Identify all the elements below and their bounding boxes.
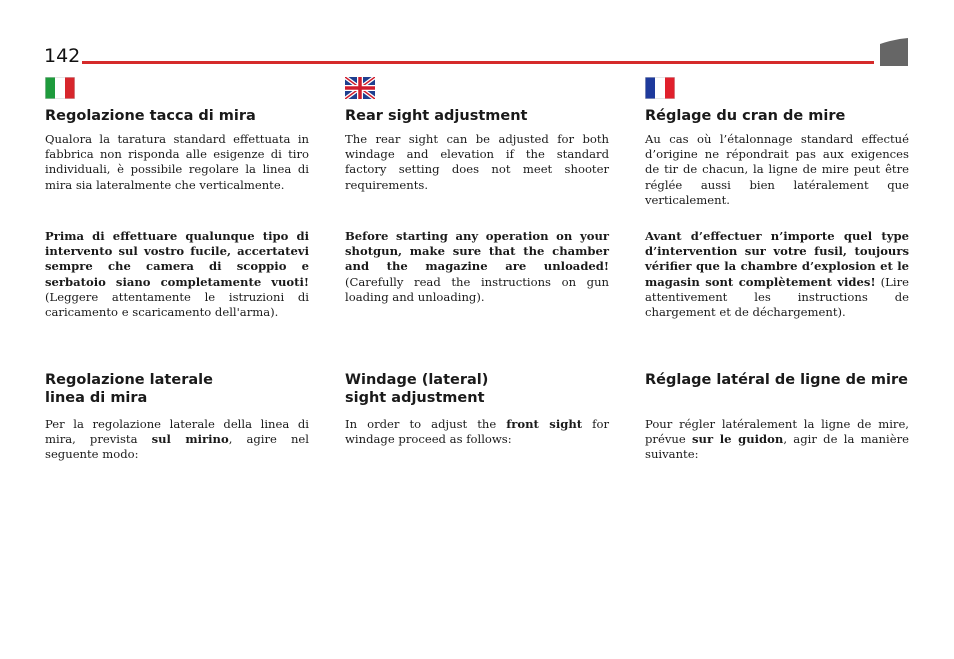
warning-rest-it: (Leggere attentamente le istruzioni di caricamento e scaricamento dell'arma). bbox=[45, 289, 309, 320]
windage-paragraph-it bbox=[45, 417, 309, 463]
heading-rear-sight-en: Rear sight adjustment bbox=[345, 108, 528, 124]
windage-bold-it: sul mirino bbox=[151, 432, 229, 447]
heading-windage-it bbox=[45, 371, 213, 407]
warning-rest-en: (Carefully read the instructions on gun loading and unloading). bbox=[345, 274, 609, 304]
heading-windage-en bbox=[345, 371, 488, 407]
page-corner-tab-icon bbox=[880, 38, 908, 66]
header-rule bbox=[82, 61, 874, 64]
windage-paragraph-en bbox=[345, 417, 609, 447]
heading-windage-it-line2: linea di mira bbox=[45, 390, 148, 406]
windage-bold-fr: sur le guidon bbox=[692, 432, 784, 447]
warning-paragraph-en bbox=[345, 229, 609, 305]
warning-bold-en: Before starting any operation on your shotgun, make sure that the chamber and the magazine are unloaded! bbox=[345, 229, 609, 274]
uk-flag-icon bbox=[345, 77, 375, 99]
windage-text-b-en: for windage proceed as follows: bbox=[345, 417, 609, 447]
windage-text-b-fr: , agir de la manière suivante: bbox=[645, 432, 909, 462]
windage-text-a-fr: Pour régler latéralement la ligne de mire, prévue bbox=[645, 417, 909, 447]
intro-paragraph-en: The rear sight can be adjusted for both windage and elevation if the standard factory setting does not meet shooter requirements. bbox=[345, 132, 609, 192]
windage-text-a-en: In order to adjust the bbox=[345, 417, 507, 431]
warning-bold-fr: Avant d’effectuer n’importe quel type d’intervention sur votre fusil, toujours vérifier que la chambre d’explosion et le magasin sont complètement vides! bbox=[645, 229, 909, 289]
windage-text-b-it: , agire nel seguente modo: bbox=[45, 432, 309, 462]
intro-paragraph-fr: Au cas où l’étalonnage standard effectué d’origine ne répondrait pas aux exigences de tir de chacun, la ligne de mire peut être réglée aussi bien latéralement que verticalement. bbox=[645, 132, 909, 207]
warning-rest-fr: (Lire attentivement les instructions de chargement et de déchargement). bbox=[645, 274, 909, 320]
intro-paragraph-it: Qualora la taratura standard effettuata in fabbrica non risponda alle esigenze di tiro individuali, è possibile regolare la linea di mira sia lateralmente che verticalmente. bbox=[45, 132, 309, 192]
heading-windage-it-line1: Regolazione laterale bbox=[45, 372, 213, 388]
italy-flag-icon bbox=[45, 77, 75, 99]
heading-windage-fr-line1: Réglage latéral de ligne de mire bbox=[645, 372, 908, 388]
heading-windage-fr bbox=[645, 371, 908, 389]
page-number: 142 bbox=[44, 45, 81, 67]
warning-bold-it: Prima di effettuare qualunque tipo di intervento sul vostro fucile, accertatevi sempre che camera di scoppio e serbatoio siano completamente vuoti! bbox=[45, 229, 309, 289]
france-flag-icon bbox=[645, 77, 675, 99]
heading-windage-en-line1: Windage (lateral) bbox=[345, 372, 489, 388]
windage-paragraph-fr bbox=[645, 417, 909, 463]
heading-rear-sight-it: Regolazione tacca di mira bbox=[45, 108, 256, 124]
warning-paragraph-fr bbox=[645, 229, 909, 320]
windage-text-a-it: Per la regolazione laterale della linea di mira, prevista bbox=[45, 417, 309, 447]
heading-windage-en-line2: sight adjustment bbox=[345, 390, 485, 406]
heading-rear-sight-fr: Réglage du cran de mire bbox=[645, 108, 846, 124]
windage-bold-en: front sight bbox=[506, 417, 583, 431]
warning-paragraph-it bbox=[45, 229, 309, 320]
